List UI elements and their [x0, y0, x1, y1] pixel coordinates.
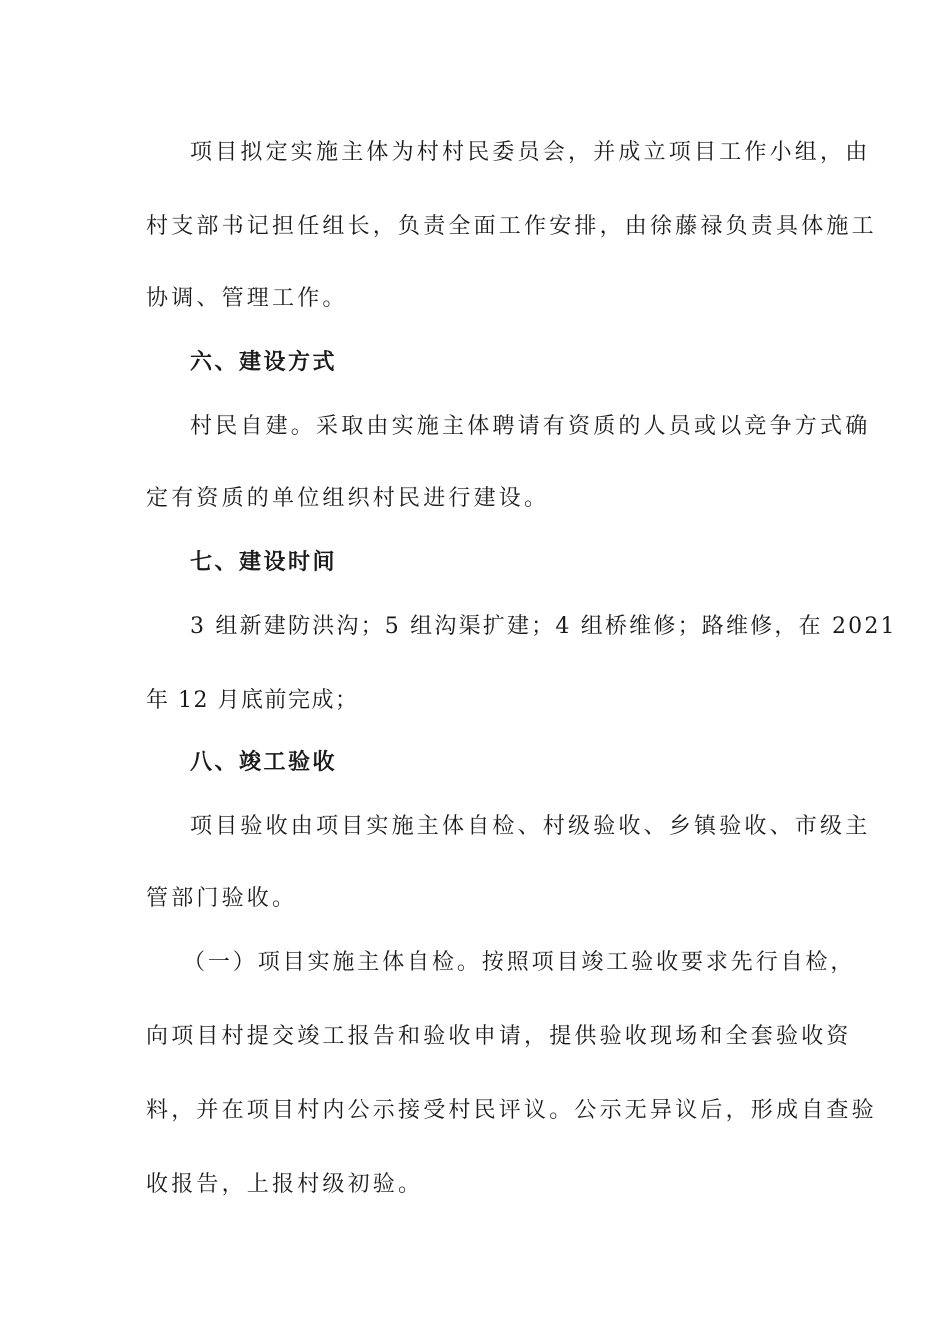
- paragraph-self-inspection-line-4: 收报告，上报村级初验。: [146, 1172, 424, 1197]
- heading-completion-acceptance: 八、竣工验收: [190, 750, 338, 775]
- paragraph-acceptance-line-2: 管部门验收。: [146, 886, 298, 911]
- paragraph-acceptance-line-1: 项目验收由项目实施主体自检、村级验收、乡镇验收、市级主: [190, 814, 871, 839]
- paragraph-time-line-1: 3 组新建防洪沟；5 组沟渠扩建；4 组桥维修；路维修，在 2021: [190, 614, 897, 639]
- paragraph-implementation-line-2: 村支部书记担任组长，负责全面工作安排，由徐藤禄负责具体施工: [146, 214, 877, 239]
- paragraph-method-line-1: 村民自建。采取由实施主体聘请有资质的人员或以竞争方式确: [190, 414, 871, 439]
- paragraph-method-line-2: 定有资质的单位组织村民进行建设。: [146, 486, 550, 511]
- heading-construction-time: 七、建设时间: [190, 550, 338, 575]
- paragraph-time-line-2: 年 12 月底前完成；: [146, 688, 359, 713]
- paragraph-self-inspection-line-2: 向项目村提交竣工报告和验收申请，提供验收现场和全套验收资: [146, 1024, 852, 1049]
- paragraph-self-inspection-line-3: 料，并在项目村内公示接受村民评议。公示无异议后，形成自查验: [146, 1098, 877, 1123]
- paragraph-self-inspection-line-1: （一）项目实施主体自检。按照项目竣工验收要求先行自检，: [183, 950, 856, 975]
- heading-construction-method: 六、建设方式: [190, 350, 338, 375]
- paragraph-implementation-line-3: 协调、管理工作。: [146, 286, 348, 311]
- paragraph-implementation-line-1: 项目拟定实施主体为村村民委员会，并成立项目工作小组，由: [190, 140, 871, 165]
